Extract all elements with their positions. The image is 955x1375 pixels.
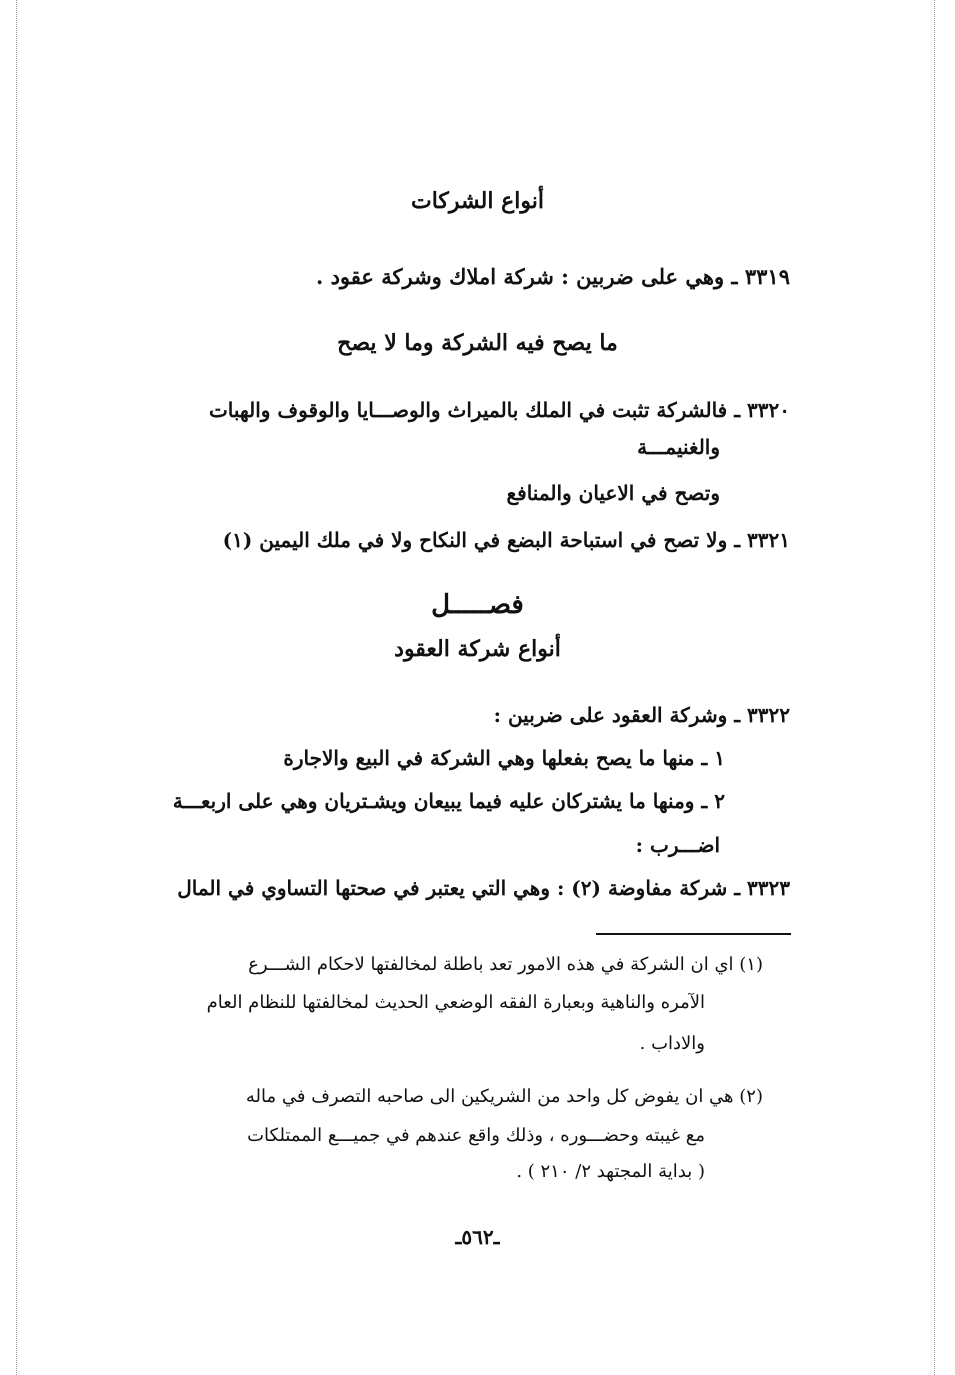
footnote-2-line-1: (٢) هي ان يفوض كل واحد من الشريكين الى صاحبه التصرف في ماله	[245, 1086, 763, 1107]
section-word: فصـــــل	[431, 590, 524, 620]
heading-main: أنواع الشركات	[411, 188, 544, 214]
footnote-2-line-3: ( بداية المجتهد ٢/ ٢١٠ ) .	[516, 1161, 705, 1182]
footnote-2-line-2: مع غيبته وحضـــوره ، وذلك واقع عندهم في جميـــع الممتلكات	[247, 1125, 705, 1146]
list-item-2-line-1: ٢ ـ ومنها ما يشتركان عليه فيما يبيعان ويشـتريان وهي على اربعـــة	[172, 789, 725, 813]
section-subtitle: أنواع شركة العقود	[394, 636, 561, 662]
list-item-1: ١ ـ منها ما يصح بفعلها وهي الشركة في البيع والاجارة	[283, 746, 725, 770]
paragraph-3323: ٣٣٢٣ ـ شركة مفاوضة (٢) : وهي التي يعتبر في صحتها التساوي في المال	[177, 876, 790, 900]
footnote-1-line-1: (١) اي ان الشركة في هذه الامور تعد باطلة لمخالفتها لاحكام الشـــرع	[248, 954, 763, 975]
heading-valid: ما يصح فيه الشركة وما لا يصح	[337, 330, 618, 356]
paragraph-3319: ٣٣١٩ ـ وهي على ضربين : شركة املاك وشركة عقود .	[315, 264, 790, 289]
page-number: ـ٥٦٢ـ	[455, 1225, 500, 1249]
paragraph-3320-line-2: والغنيمـــة	[637, 435, 720, 459]
list-item-2-line-2: اضـــرب :	[635, 833, 720, 857]
paragraph-3321: ٣٣٢١ ـ ولا تصح في استباحة البضع في النكاح ولا في ملك اليمين (١)	[222, 528, 790, 552]
paragraph-3320-line-1: ٣٣٢٠ ـ فالشركة تثبت في الملك بالميراث والوصـــايا والوقوف والهبات	[208, 398, 790, 422]
footnote-1-line-3: والاداب .	[639, 1033, 705, 1054]
footnote-1-line-2: الآمره والناهية وبعبارة الفقه الوضعي الحديث لمخالفتها للنظام العام	[206, 992, 705, 1013]
paragraph-3322: ٣٣٢٢ ـ وشركة العقود على ضربين :	[493, 703, 790, 727]
paragraph-3320-line-3: وتصح في الاعيان والمنافع	[506, 481, 720, 505]
footnote-divider	[596, 933, 791, 935]
